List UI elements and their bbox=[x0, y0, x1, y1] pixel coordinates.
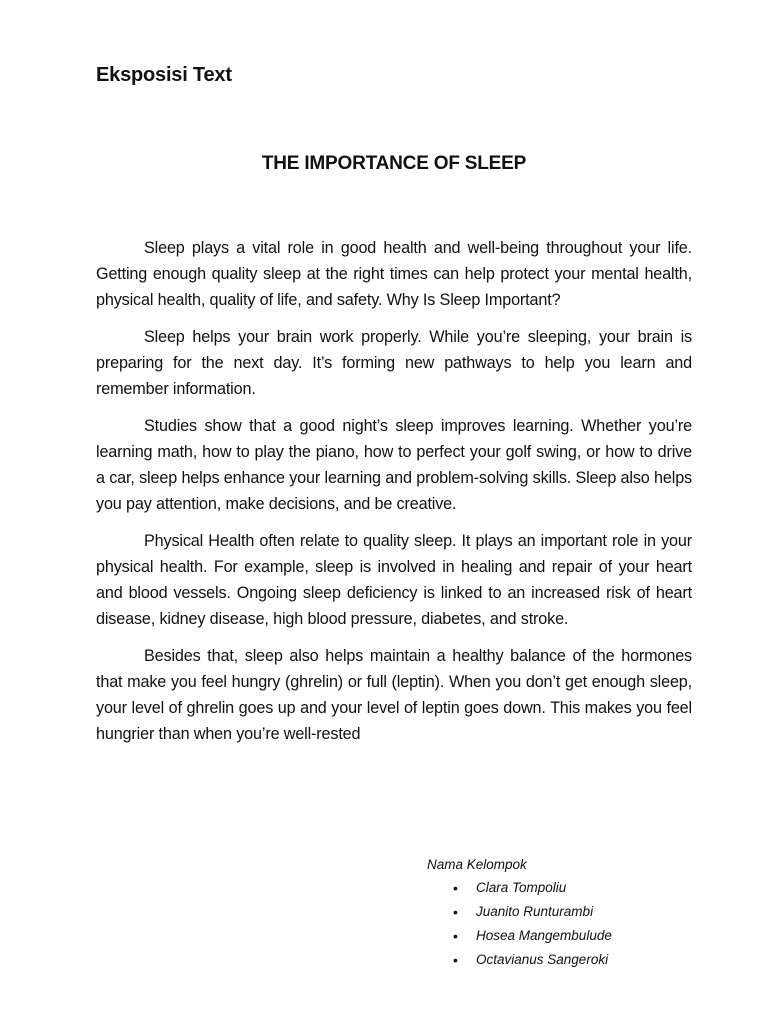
bullet-icon: • bbox=[453, 928, 458, 944]
member-list bbox=[427, 876, 612, 972]
list-item bbox=[427, 924, 612, 948]
paragraph-physical-health: Physical Health often relate to quality sleep. It plays an important role in your physical health. For example, sleep is involved in healing and repair of your heart and blood vessels. Ongoing sleep deficiency is linked to an increased risk of heart disease, kidney disease, high blood pressure, diabetes, and stroke. bbox=[96, 532, 692, 628]
document-title: THE IMPORTANCE OF SLEEP bbox=[261, 153, 527, 174]
group-label: Nama Kelompok bbox=[427, 857, 527, 872]
list-item bbox=[427, 876, 612, 900]
member-name: Octavianus Sangeroki bbox=[476, 952, 609, 967]
group-members-block bbox=[427, 854, 612, 972]
member-name: Juanito Runturambi bbox=[476, 904, 594, 919]
bullet-icon: • bbox=[453, 952, 458, 968]
bullet-icon: • bbox=[453, 880, 458, 896]
document-body bbox=[96, 235, 692, 758]
paragraph-intro: Sleep plays a vital role in good health and well-being throughout your life. Getting enough quality sleep at the right times can help protect your mental health, physical health, quality of life, and safety. Why Is Sleep Important? bbox=[96, 239, 692, 309]
paragraph-brain: Sleep helps your brain work properly. While you’re sleeping, your brain is preparing for the next day. It’s forming new pathways to help you learn and remember information. bbox=[96, 328, 692, 398]
paragraph-learning: Studies show that a good night’s sleep improves learning. Whether you’re learning math, how to play the piano, how to perfect your golf swing, or how to drive a car, sleep helps enhance your learning and problem-solving skills. Sleep also helps you pay attention, make decisions, and be creative. bbox=[96, 417, 692, 513]
member-name: Hosea Mangembulude bbox=[476, 928, 612, 943]
document-type-label: Eksposisi Text bbox=[96, 64, 232, 86]
paragraph-hormones: Besides that, sleep also helps maintain a healthy balance of the hormones that make you feel hungry (ghrelin) or full (leptin). When you don’t get enough sleep, your level of ghrelin goes up and your level of leptin goes down. This makes you feel hungrier than when you’re well-rested bbox=[96, 647, 692, 743]
list-item bbox=[427, 900, 612, 924]
list-item bbox=[427, 948, 612, 972]
bullet-icon: • bbox=[453, 904, 458, 920]
member-name: Clara Tompoliu bbox=[476, 880, 567, 895]
